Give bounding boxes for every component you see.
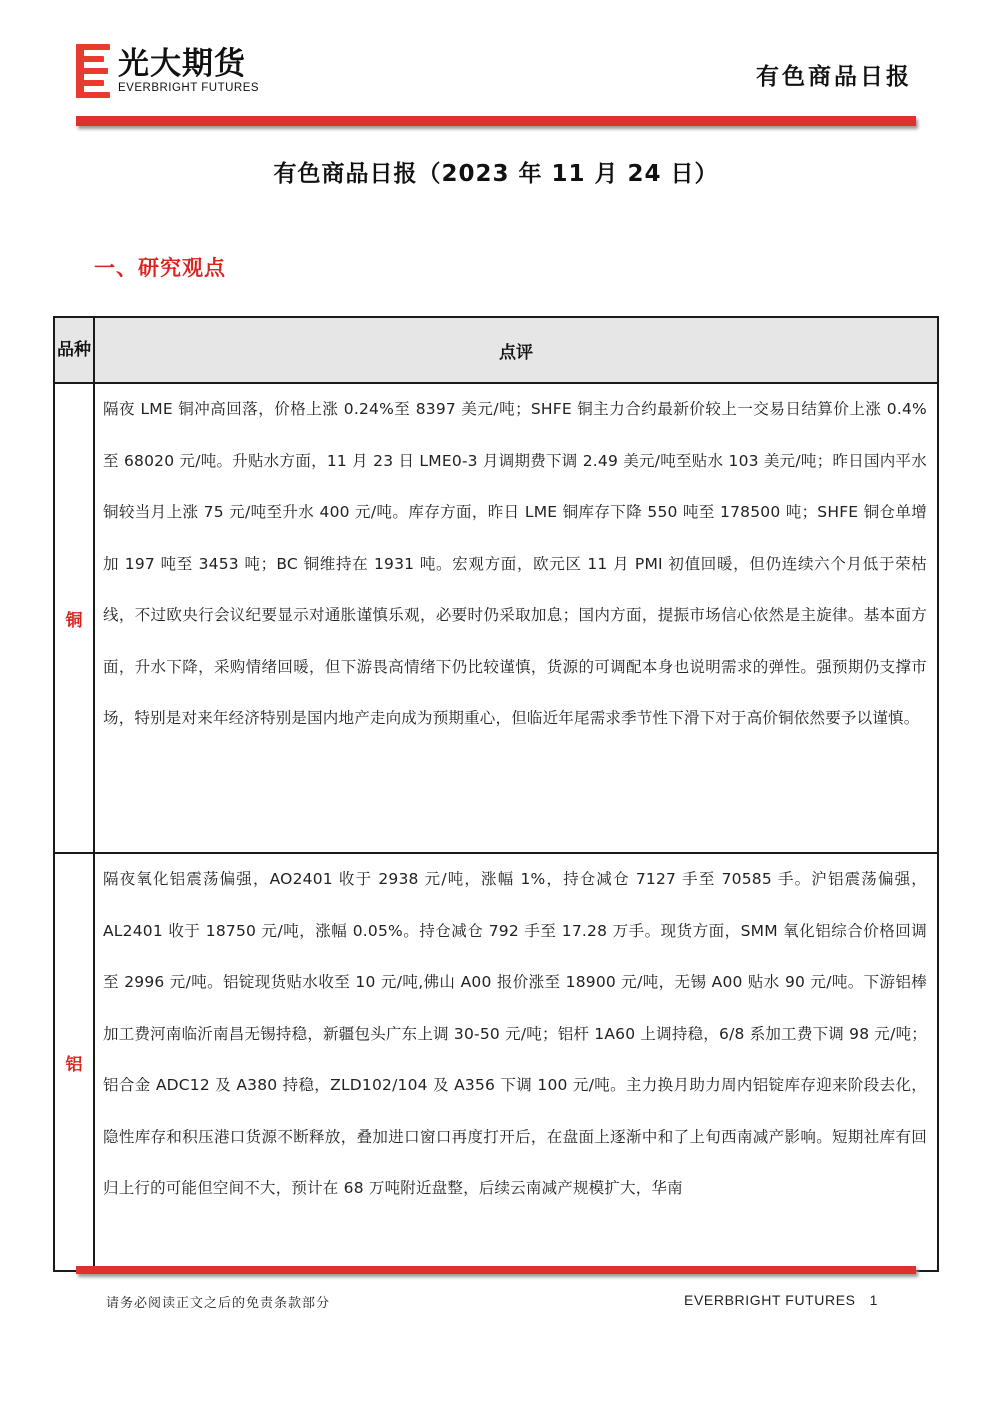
comment-cell-aluminum: 隔夜氧化铝震荡偏强，AO2401 收于 2938 元/吨，涨幅 1%，持仓减仓 7127 手至 70585 手。沪铝震荡偏强，AL2401 收于 18750 元/吨，涨幅 0.05%。持仓减仓 792 手至 17.28 万手。现货方面，SMM 氧化铝综合价格回调至 2996 元/吨。铝锭现货贴水收至 10 元/吨,佛山 A00 报价涨至 18900 元/吨，无锡 A00 贴水 90 元/吨。下游铝棒加工费河南临沂南昌无锡持稳，新疆包头广东上调 30-50 元/吨；铝杆 1A60 上调持稳，6/8 系加工费下调 98 元/吨；铝合金 ADC12 及 A380 持稳，ZLD102/104 及 A356 下调 100 元/吨。主力换月助力周内铝锭库存迎来阶段去化，隐性库存和积压港口货源不断释放，叠加进口窗口再度打开后，在盘面上逐渐中和了上旬西南减产影响。短期社库有回归上行的可能但空间不大，预计在 68 万吨附近盘整，后续云南减产规模扩大，华南 xyxy=(94,853,938,1271)
variety-cell-copper: 铜 xyxy=(54,383,94,853)
variety-column-header: 品种 xyxy=(54,317,94,383)
company-logo xyxy=(76,44,259,98)
footer-company-name: EVERBRIGHT FUTURES xyxy=(684,1292,856,1308)
table-row xyxy=(54,853,938,1271)
section-title: 一、研究观点 xyxy=(94,256,226,280)
table-row xyxy=(54,383,938,853)
variety-cell-aluminum: 铝 xyxy=(54,853,94,1271)
page-title: 有色商品日报（2023 年 11 月 24 日） xyxy=(273,161,719,187)
table-header-row xyxy=(54,317,938,383)
footer-disclaimer: 请务必阅读正文之后的免责条款部分 xyxy=(106,1296,331,1311)
logo-chinese-name: 光大期货 xyxy=(118,46,246,82)
footer-company xyxy=(684,1292,878,1308)
header-report-name: 有色商品日报 xyxy=(756,64,912,90)
footer-divider xyxy=(76,1266,916,1274)
everbright-logo-icon xyxy=(76,44,110,98)
comment-cell-copper: 隔夜 LME 铜冲高回落，价格上涨 0.24%至 8397 美元/吨；SHFE 铜主力合约最新价较上一交易日结算价上涨 0.4%至 68020 元/吨。升贴水方面，11 月 23 日 LME0-3 月调期费下调 2.49 美元/吨至贴水 103 美元/吨；昨日国内平水铜较当月上涨 75 元/吨至升水 400 元/吨。库存方面，昨日 LME 铜库存下降 550 吨至 178500 吨；SHFE 铜仓单增加 197 吨至 3453 吨；BC 铜维持在 1931 吨。宏观方面，欧元区 11 月 PMI 初值回暖，但仍连续六个月低于荣枯线，不过欧央行会议纪要显示对通胀谨慎乐观，必要时仍采取加息；国内方面，提振市场信心依然是主旋律。基本面方面，升水下降，采购情绪回暖，但下游畏高情绪下仍比较谨慎，货源的可调配本身也说明需求的弹性。强预期仍支撑市场，特别是对来年经济特别是国内地产走向成为预期重心，但临近年尾需求季节性下滑下对于高价铜依然要予以谨慎。 xyxy=(94,383,938,853)
page-number: 1 xyxy=(869,1292,878,1308)
header-divider xyxy=(76,116,916,126)
logo-english-name: EVERBRIGHT FUTURES xyxy=(118,82,260,94)
comment-column-header: 点评 xyxy=(94,317,938,383)
research-table xyxy=(53,316,939,1272)
